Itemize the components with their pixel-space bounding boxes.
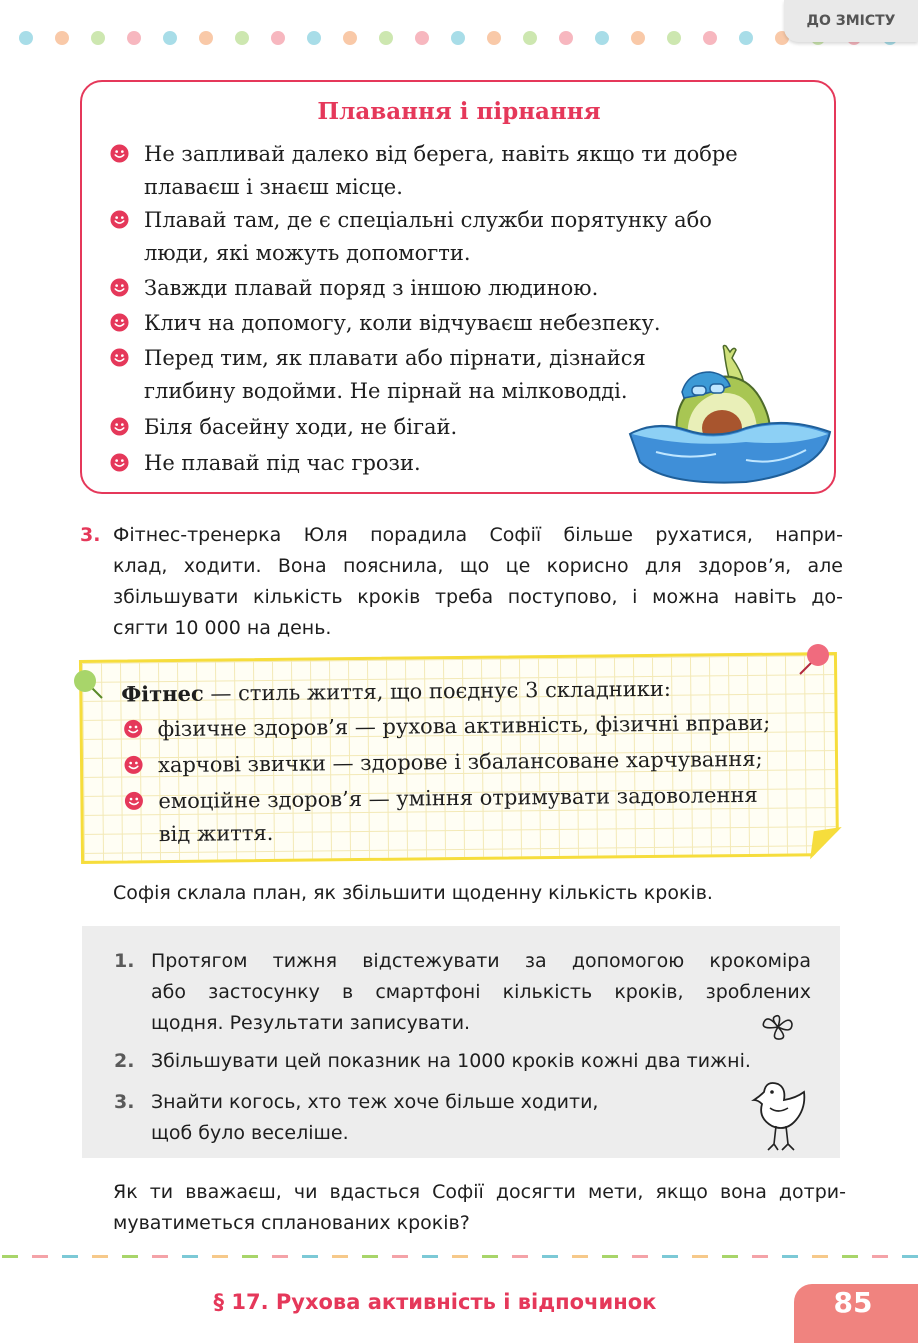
decorative-dash bbox=[122, 1255, 138, 1258]
decorative-dash bbox=[182, 1255, 198, 1258]
decorative-dot bbox=[55, 31, 69, 45]
decorative-dot bbox=[487, 31, 501, 45]
decorative-dot bbox=[559, 31, 573, 45]
decorative-dash bbox=[212, 1255, 228, 1258]
decorative-dash bbox=[62, 1255, 78, 1258]
decorative-dot bbox=[451, 31, 465, 45]
smiley-bullet-icon bbox=[110, 313, 129, 332]
decorative-dash bbox=[602, 1255, 618, 1258]
decorative-dash bbox=[452, 1255, 468, 1258]
decorative-dash bbox=[572, 1255, 588, 1258]
task3-line: Фітнес-тренерка Юля порадила Софії більше рухатися, напри- bbox=[113, 524, 843, 546]
question-line: Як ти вважаєш, чи вдасться Софії досягти мети, якщо вона дотри- bbox=[113, 1181, 846, 1203]
fitness-item-text: харчові звички — здорове і збалансоване харчування; bbox=[157, 746, 763, 778]
decorative-dash bbox=[272, 1255, 288, 1258]
rules-title: Плавання і пірнання bbox=[317, 98, 601, 125]
plan-intro: Софія склала план, як збільшити щоденну кількість кроків. bbox=[113, 882, 713, 904]
flower-doodle-icon bbox=[760, 1012, 796, 1042]
fitness-definition-text: — стиль життя, що поєднує 3 складники: bbox=[203, 676, 672, 706]
plan-item-number: 1. bbox=[114, 950, 135, 972]
task3-line: клад, ходити. Вона пояснила, що це корисно для здоров’я, але bbox=[113, 555, 843, 577]
question-text bbox=[113, 1177, 846, 1239]
bird-doodle-icon bbox=[750, 1078, 814, 1154]
task-number: 3. bbox=[80, 524, 101, 546]
decorative-dots bbox=[18, 30, 908, 46]
plan-item-number: 3. bbox=[114, 1091, 135, 1113]
decorative-dot bbox=[127, 31, 141, 45]
decorative-dot bbox=[199, 31, 213, 45]
decorative-dash bbox=[782, 1255, 798, 1258]
decorative-dot bbox=[631, 31, 645, 45]
decorative-dash bbox=[422, 1255, 438, 1258]
task3-line: збільшувати кількість кроків треба поступово, і можна навіть до- bbox=[113, 586, 843, 608]
toc-button[interactable]: ДО ЗМІСТУ bbox=[784, 0, 918, 42]
decorative-dot bbox=[523, 31, 537, 45]
smiley-bullet-icon bbox=[110, 144, 129, 163]
task3-text bbox=[113, 520, 843, 644]
plan-item-number: 2. bbox=[114, 1050, 135, 1072]
plan-item-line: щоб було веселіше. bbox=[151, 1122, 349, 1144]
smiley-bullet-icon bbox=[110, 210, 129, 229]
rule-text-cont: люди, які можуть допомогти. bbox=[144, 241, 471, 265]
decorative-dot bbox=[343, 31, 357, 45]
smiley-bullet-icon bbox=[110, 417, 129, 436]
decorative-dash bbox=[542, 1255, 558, 1258]
decorative-dash bbox=[842, 1255, 858, 1258]
rule-text-cont: плаваєш і знаєш місце. bbox=[144, 175, 403, 199]
decorative-dot bbox=[595, 31, 609, 45]
decorative-dash bbox=[632, 1255, 648, 1258]
decorative-dash bbox=[32, 1255, 48, 1258]
fitness-item-text-cont: від життя. bbox=[158, 820, 274, 847]
decorative-dot bbox=[19, 31, 33, 45]
decorative-dashed-line bbox=[0, 1254, 918, 1260]
fitness-item-text: емоційне здоров’я — уміння отримувати задоволення bbox=[158, 782, 758, 814]
decorative-dash bbox=[752, 1255, 768, 1258]
decorative-dot bbox=[739, 31, 753, 45]
rule-text: Біля басейну ходи, не бігай. bbox=[144, 415, 458, 439]
decorative-dash bbox=[692, 1255, 708, 1258]
decorative-dash bbox=[2, 1255, 18, 1258]
decorative-dot bbox=[307, 31, 321, 45]
smiley-bullet-icon bbox=[110, 278, 129, 297]
rule-text: Не плавай під час грози. bbox=[144, 451, 421, 475]
plan-item-line: Протягом тижня відстежувати за допомогою крокоміра bbox=[151, 950, 811, 972]
rule-text: Клич на допомогу, коли відчуваєш небезпеку. bbox=[144, 311, 661, 335]
plan-item-line: або застосунку в смартфоні кількість кроків, зроблених bbox=[151, 981, 811, 1003]
section-title: § 17. Рухова активність і відпочинок bbox=[213, 1290, 657, 1314]
plan-item-line: щодня. Результати записувати. bbox=[151, 1012, 471, 1034]
plan-item-line: Збільшувати цей показник на 1000 кроків кожні два тижні. bbox=[151, 1050, 751, 1072]
page-number: 85 bbox=[833, 1286, 873, 1319]
decorative-dot bbox=[703, 31, 717, 45]
decorative-dash bbox=[722, 1255, 738, 1258]
decorative-dash bbox=[902, 1255, 918, 1258]
rule-text: Перед тим, як плавати або пірнати, дізнайся bbox=[144, 346, 646, 370]
decorative-dash bbox=[662, 1255, 678, 1258]
decorative-dash bbox=[302, 1255, 318, 1258]
smiley-bullet-icon bbox=[124, 719, 143, 738]
decorative-dash bbox=[92, 1255, 108, 1258]
fitness-term: Фітнес bbox=[121, 680, 204, 707]
smiley-bullet-icon bbox=[110, 453, 129, 472]
fitness-definition-card bbox=[79, 652, 839, 864]
rule-text-cont: глибину водойми. Не пірнай на мілководді. bbox=[144, 379, 628, 403]
rule-text: Завжди плавай поряд з іншою людиною. bbox=[144, 276, 599, 300]
avocado-swimmer-illustration bbox=[626, 342, 836, 488]
decorative-dash bbox=[152, 1255, 168, 1258]
decorative-dot bbox=[379, 31, 393, 45]
rule-text: Не запливай далеко від берега, навіть якщо ти добре bbox=[144, 142, 738, 166]
decorative-dot bbox=[271, 31, 285, 45]
decorative-dash bbox=[392, 1255, 408, 1258]
decorative-dot bbox=[163, 31, 177, 45]
fitness-item-text: фізичне здоров’я — рухова активність, фізичні вправи; bbox=[157, 710, 771, 742]
decorative-dash bbox=[872, 1255, 888, 1258]
red-pin-icon bbox=[796, 640, 836, 676]
decorative-dot bbox=[235, 31, 249, 45]
decorative-dot bbox=[91, 31, 105, 45]
rule-text: Плавай там, де є спеціальні служби порятунку або bbox=[144, 208, 712, 232]
decorative-dash bbox=[362, 1255, 378, 1258]
smiley-bullet-icon bbox=[124, 791, 143, 810]
smiley-bullet-icon bbox=[124, 755, 143, 774]
green-pin-icon bbox=[70, 668, 110, 704]
decorative-dash bbox=[482, 1255, 498, 1258]
decorative-dot bbox=[667, 31, 681, 45]
decorative-dash bbox=[812, 1255, 828, 1258]
plan-item-line: Знайти когось, хто теж хоче більше ходити, bbox=[151, 1091, 599, 1113]
decorative-dash bbox=[332, 1255, 348, 1258]
decorative-dash bbox=[242, 1255, 258, 1258]
task3-line: сягти 10 000 на день. bbox=[113, 617, 332, 639]
smiley-bullet-icon bbox=[110, 348, 129, 367]
question-line: муватиметься спланованих кроків? bbox=[113, 1212, 470, 1234]
decorative-dash bbox=[512, 1255, 528, 1258]
decorative-dot bbox=[415, 31, 429, 45]
